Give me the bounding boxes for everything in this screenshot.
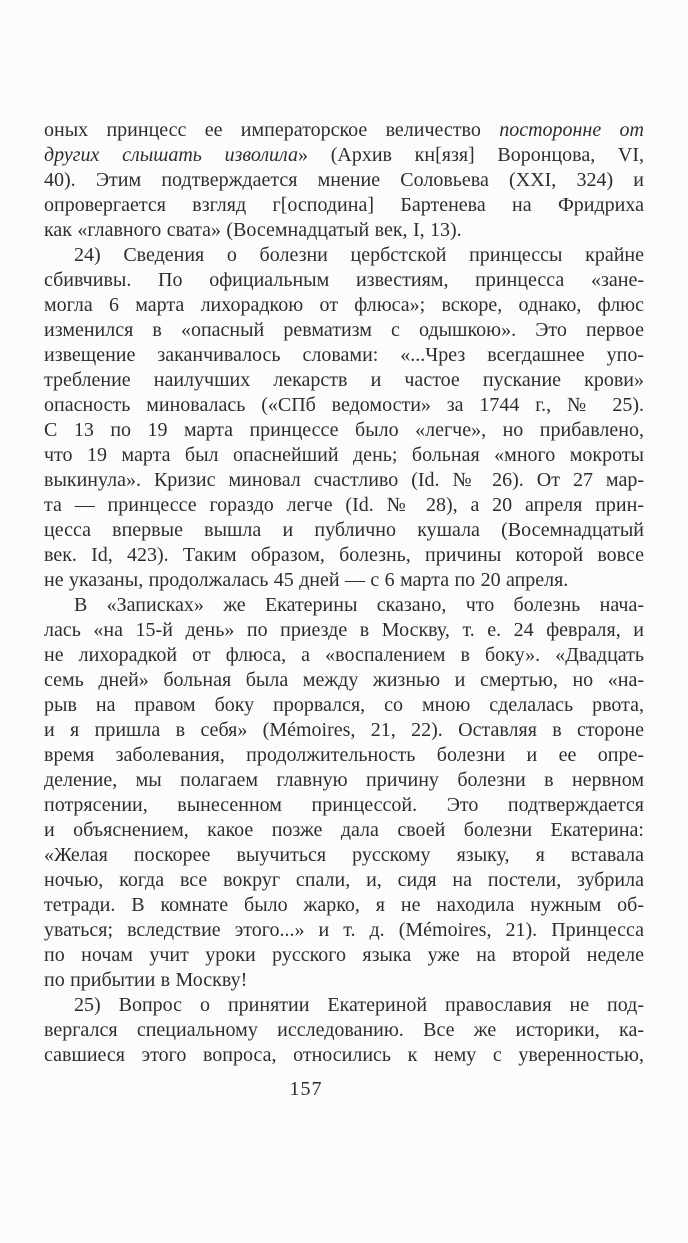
text-segment: рыв на правом боку прорвался, со мною сделалась рвота, — [44, 694, 644, 716]
text-segment: уваться; вследствие этого...» и т. д. (Mémoires, 21). Принцесса — [44, 919, 644, 941]
text-line — [44, 143, 644, 168]
text-block — [44, 118, 644, 1068]
text-segment: С 13 по 19 марта принцессе было «легче», но прибавлено, — [44, 419, 644, 441]
text-segment: ночью, когда все вокруг спали, и, сидя на постели, зубрила — [44, 869, 644, 891]
text-line — [44, 568, 644, 593]
text-line — [44, 118, 644, 143]
text-segment: потрясении, вынесенном принцессой. Это подтверждается — [44, 794, 644, 816]
text-line — [44, 543, 644, 568]
text-segment: семь дней» больная была между жизнью и смертью, но «на- — [44, 669, 644, 691]
text-segment: сбивчивы. По официальным известиям, принцесса «зане- — [44, 269, 644, 291]
text-segment: как «главного свата» (Восемнадцатый век, I, 13). — [44, 219, 462, 241]
text-segment: 25) Вопрос о принятии Екатериной православия не под- — [74, 994, 644, 1016]
text-line — [44, 193, 644, 218]
text-segment: извещение заканчивалось словами: «...Чрез всегдашнее упо- — [44, 344, 644, 366]
text-segment-italic: других слышать изволила — [44, 144, 299, 166]
text-segment: та — принцессе гораздо легче (Id. № 28), а 20 апреля прин- — [44, 494, 644, 516]
text-line — [44, 818, 644, 843]
text-line — [44, 793, 644, 818]
text-line — [44, 968, 644, 993]
text-segment: савшиеся этого вопроса, относились к нему с уверенностью, — [44, 1044, 644, 1066]
text-segment: деление, мы полагаем главную причину болезни в нервном — [44, 769, 644, 791]
text-segment: изменился в «опасный ревматизм с одышкою». Это первое — [44, 319, 644, 341]
text-segment: не лихорадкой от флюса, а «воспалением в боку». «Двадцать — [44, 644, 644, 666]
text-segment: и я пришла в себя» (Mémoires, 21, 22). Оставляя в стороне — [44, 719, 644, 741]
text-segment: и объяснением, какое позже дала своей болезни Екатерина: — [44, 819, 644, 841]
text-segment: цесса впервые вышла и публично кушала (Восемнадцатый — [44, 519, 644, 541]
text-line — [44, 593, 644, 618]
paragraph-indent — [44, 1010, 74, 1011]
text-segment: не указаны, продолжалась 45 дней — с 6 марта по 20 апреля. — [44, 569, 569, 591]
text-line — [44, 1018, 644, 1043]
text-line — [44, 293, 644, 318]
text-segment: время заболевания, продолжительность болезни и ее опре- — [44, 744, 644, 766]
text-line — [44, 718, 644, 743]
text-segment: » (Архив кн[язя] Воронцова, VI, — [298, 144, 644, 166]
text-line — [44, 618, 644, 643]
text-line — [44, 418, 644, 443]
text-line — [44, 268, 644, 293]
text-segment: оных принцесс ее императорское величество — [44, 119, 500, 141]
text-segment: могла 6 марта лихорадкою от флюса»; вскоре, однако, флюс — [44, 294, 644, 316]
text-segment: «Желая поскорее выучиться русскому языку, я вставала — [44, 844, 644, 866]
text-segment: опасность миновалась («СПб ведомости» за 1744 г., № 25). — [44, 394, 644, 416]
text-line — [44, 218, 644, 243]
text-segment: век. Id, 423). Таким образом, болезнь, причины которой вовсе — [44, 544, 644, 566]
text-segment: требление наилучших лекарств и частое пускание крови» — [44, 369, 644, 391]
text-segment: вергался специальному исследованию. Все же историки, ка- — [44, 1019, 644, 1041]
text-line — [44, 518, 644, 543]
paragraph-indent — [44, 260, 74, 261]
text-line — [44, 243, 644, 268]
text-segment: по прибытии в Москву! — [44, 969, 248, 991]
text-segment: выкинула». Кризис миновал счастливо (Id. № 26). От 27 мар- — [44, 469, 644, 491]
text-segment: тетради. В комнате было жарко, я не находила нужным об- — [44, 894, 644, 916]
text-line — [44, 168, 644, 193]
text-line — [44, 768, 644, 793]
text-line — [44, 743, 644, 768]
text-segment: 24) Сведения о болезни цербстской принцессы крайне — [74, 244, 644, 266]
text-segment: опровергается взгляд г[осподина] Бартенева на Фридриха — [44, 194, 644, 216]
text-segment: 40). Этим подтверждается мнение Соловьева (XXI, 324) и — [44, 169, 644, 191]
text-line — [44, 443, 644, 468]
text-line — [44, 368, 644, 393]
text-line — [44, 1043, 644, 1068]
text-line — [44, 918, 644, 943]
text-line — [44, 993, 644, 1018]
text-line — [44, 693, 644, 718]
text-line — [44, 643, 644, 668]
text-line — [44, 493, 644, 518]
text-segment: лась «на 15-й день» по приезде в Москву, т. е. 24 февраля, и — [44, 619, 644, 641]
page-number: 157 — [289, 1078, 323, 1100]
text-line — [44, 843, 644, 868]
text-line — [44, 393, 644, 418]
paragraph-indent — [44, 610, 74, 611]
text-segment-italic: посторонне от — [499, 119, 644, 141]
text-line — [44, 943, 644, 968]
text-line — [44, 468, 644, 493]
text-line — [44, 868, 644, 893]
text-line — [44, 343, 644, 368]
text-line — [44, 668, 644, 693]
text-segment: что 19 марта был опаснейший день; больная «много мокроты — [44, 444, 644, 466]
text-line — [44, 893, 644, 918]
text-segment: В «Записках» же Екатерины сказано, что болезнь нача- — [74, 594, 644, 616]
text-line — [44, 318, 644, 343]
text-segment: по ночам учит уроки русского языка уже на второй неделе — [44, 944, 644, 966]
